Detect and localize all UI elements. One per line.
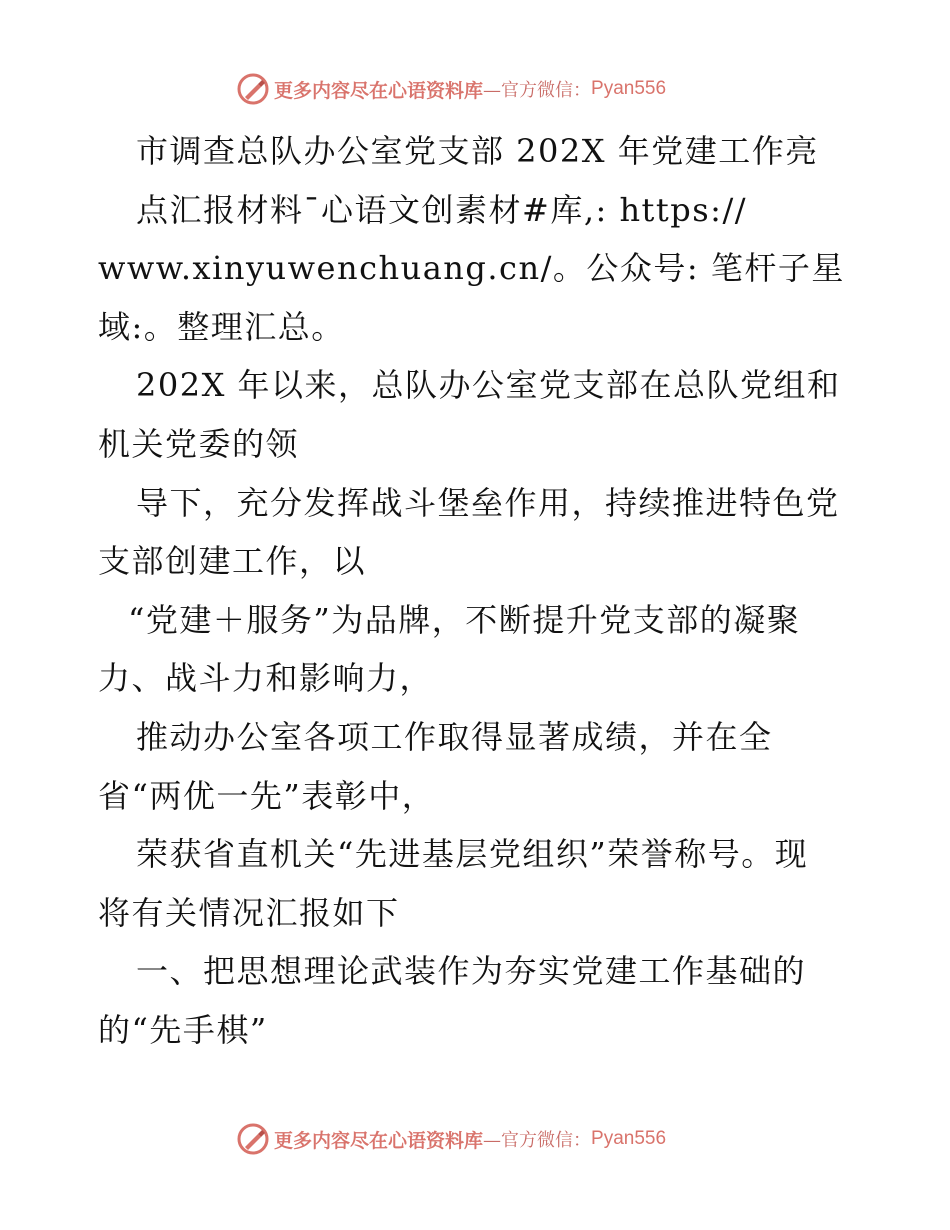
watermark-wechat-id: Pyan556 — [591, 78, 667, 99]
doc-line-section-heading: 一、把思想理论武装作为夯实党建工作基础的 — [136, 952, 807, 991]
doc-line-6: 机关党委的领 — [98, 424, 300, 463]
footer-watermark — [236, 1122, 666, 1156]
doc-line-9: “党建＋服务”为品牌，不断提升党支部的凝聚 — [128, 600, 801, 639]
doc-line-7: 导下，充分发挥战斗堡垒作用，持续推进特色党 — [136, 483, 840, 522]
doc-line-8: 支部创建工作，以 — [98, 542, 367, 581]
header-watermark — [236, 72, 666, 106]
watermark-main-text: 更多内容尽在心语资料库 — [274, 79, 484, 102]
doc-line-title-4: 域:。整理汇总。 — [98, 307, 345, 346]
doc-line-title-3: www.xinyuwenchuang.cn/。公众号: 笔杆子星 — [98, 249, 845, 288]
doc-line-title-2: 点汇报材料¯心语文创素材#库,: https:// — [136, 190, 748, 229]
doc-line-11: 推动办公室各项工作取得显著成绩，并在全 — [136, 717, 773, 756]
doc-line-10: 力、战斗力和影响力， — [98, 659, 434, 698]
doc-line-12: 省“两优一先”表彰中， — [98, 776, 436, 815]
watermark-main-text: 更多内容尽在心语资料库 — [274, 1129, 484, 1152]
doc-line-16: 的“先手棋” — [98, 1010, 268, 1049]
watermark-sub-text: —官方微信： — [483, 80, 592, 101]
watermark-wechat-id: Pyan556 — [591, 1128, 667, 1149]
document-body — [98, 122, 858, 1060]
doc-line-14: 将有关情况汇报如下 — [98, 893, 400, 932]
doc-line-5: 202X 年以来，总队办公室党支部在总队党组和 — [136, 366, 841, 405]
watermark-sub-text: —官方微信： — [483, 1130, 592, 1151]
doc-line-13: 荣获省直机关“先进基层党组织”荣誉称号。现 — [136, 835, 809, 874]
doc-line-title-1: 市调查总队办公室党支部 202X 年党建工作亮 — [136, 132, 819, 170]
pen-logo-icon — [236, 1122, 270, 1156]
pen-logo-icon — [236, 72, 270, 106]
